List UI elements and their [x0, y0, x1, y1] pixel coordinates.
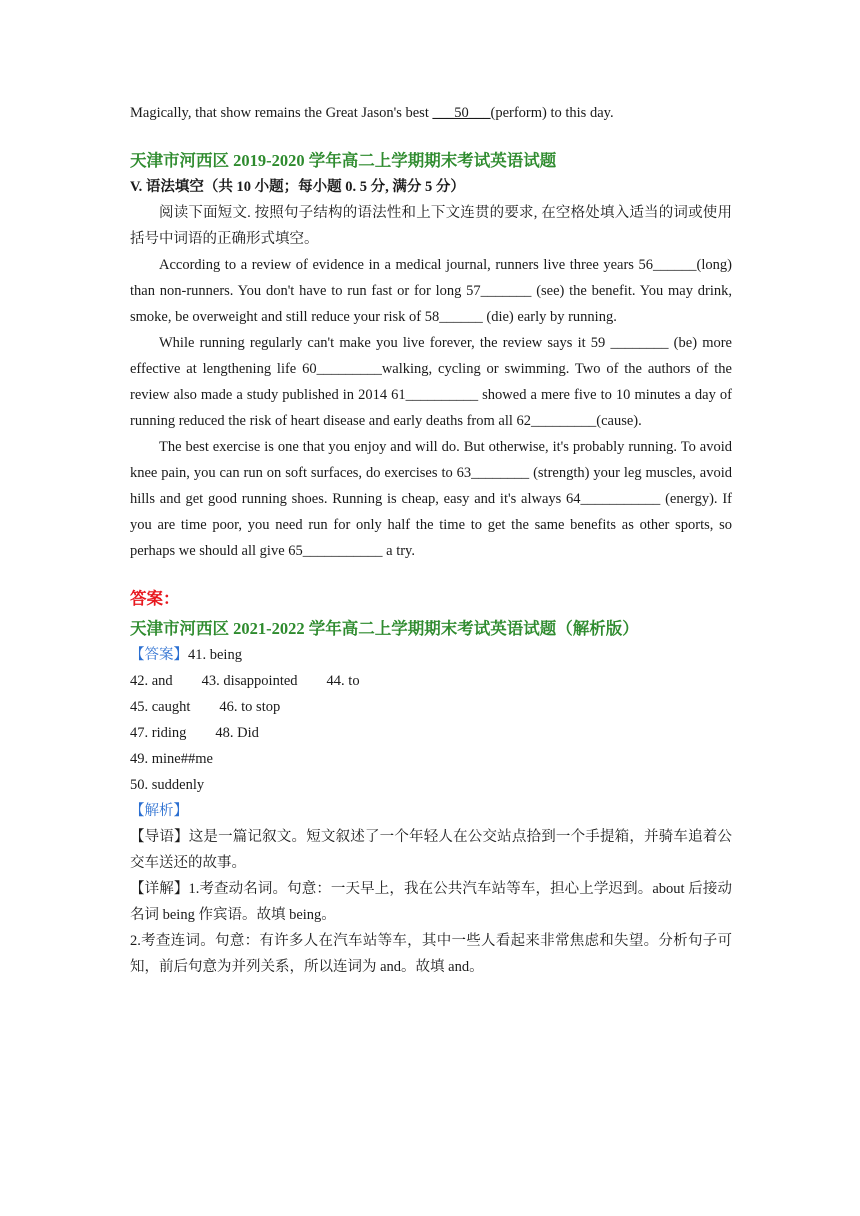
analysis-tag: 【解析】: [130, 803, 188, 819]
line-after-blank: (perform) to this day.: [490, 105, 614, 121]
answer-line-5: 49. mine##me: [130, 751, 213, 767]
previous-question-line: [130, 100, 732, 126]
passage-paragraph-2: While running regularly can't make you live forever, the review says it 59 ________ (be) more effective at lengthening life 60_________walking, cycling or swimming. Two of the authors of the review also made a study published in 2014 61__________ showed a mere five to 10 minutes a day of running reduced the risk of heart disease and early deaths from all 62_________(cause).: [130, 335, 732, 429]
detail-paragraph-1: [130, 876, 732, 928]
detail-tag: 【详解】: [130, 881, 189, 897]
blank-50: ___50___: [432, 105, 491, 121]
answer-line-4: 47. riding 48. Did: [130, 725, 259, 741]
guide-paragraph: [130, 824, 732, 876]
detail-text-1: 1.考查动名词。句意：一天早上，我在公共汽车站等车，担心上学迟到。about 后接动名词 being 作宾语。故填 being。: [130, 881, 733, 923]
answer-source-title: 天津市河西区 2021-2022 学年高二上学期期末考试英语试题（解析版）: [130, 619, 639, 638]
passage-paragraph-1: According to a review of evidence in a medical journal, runners live three years 56______(long) than non-runners. You don't have to run fast or for long 57_______ (see) the benefit. You may drink, smoke, be overweight and still reduce your risk of 58______ (die) early by running.: [130, 257, 732, 325]
answer-line-1: [130, 642, 732, 668]
answer-tag: 【答案】: [130, 647, 188, 663]
guide-tag: 【导语】: [130, 829, 189, 845]
detail-paragraph-2: 2.考查连词。句意：有许多人在汽车站等车，其中一些人看起来非常焦虑和失望。分析句子可知，前后句意为并列关系，所以连词为 and。故填 and。: [130, 933, 732, 975]
answer-line-2: 42. and 43. disappointed 44. to: [130, 673, 360, 689]
instruction-paragraph: 阅读下面短文. 按照句子结构的语法性和上下文连贯的要求, 在空格处填入适当的词或使用括号中词语的正确形式填空。: [130, 205, 732, 247]
answer-41: 41. being: [188, 647, 242, 663]
section-title: 天津市河西区 2019-2020 学年高二上学期期末考试英语试题: [130, 151, 557, 170]
line-before-blank: Magically, that show remains the Great Jason's best: [130, 105, 433, 121]
document-content: [130, 100, 732, 980]
guide-text: 这是一篇记叙文。短文叙述了一个年轻人在公交站点拾到一个手提箱，并骑车追着公交车送还的故事。: [130, 829, 732, 871]
passage-paragraph-3: The best exercise is one that you enjoy and will do. But otherwise, it's probably running. To avoid knee pain, you can run on soft surfaces, do exercises to 63________ (strength) your leg muscles, avoid hills and get good running shoes. Running is cheap, easy and it's always 64___________ (energy). If you are time poor, you need run for only half the time to get the same benefits as other sports, so perhaps we should all give 65___________ a try.: [130, 439, 732, 559]
answer-line-6: 50. suddenly: [130, 777, 205, 793]
section-subheading: V. 语法填空（共 10 小题；每小题 0. 5 分, 满分 5 分）: [130, 179, 465, 195]
answer-heading: 答案：: [130, 589, 180, 608]
answer-line-3: 45. caught 46. to stop: [130, 699, 281, 715]
